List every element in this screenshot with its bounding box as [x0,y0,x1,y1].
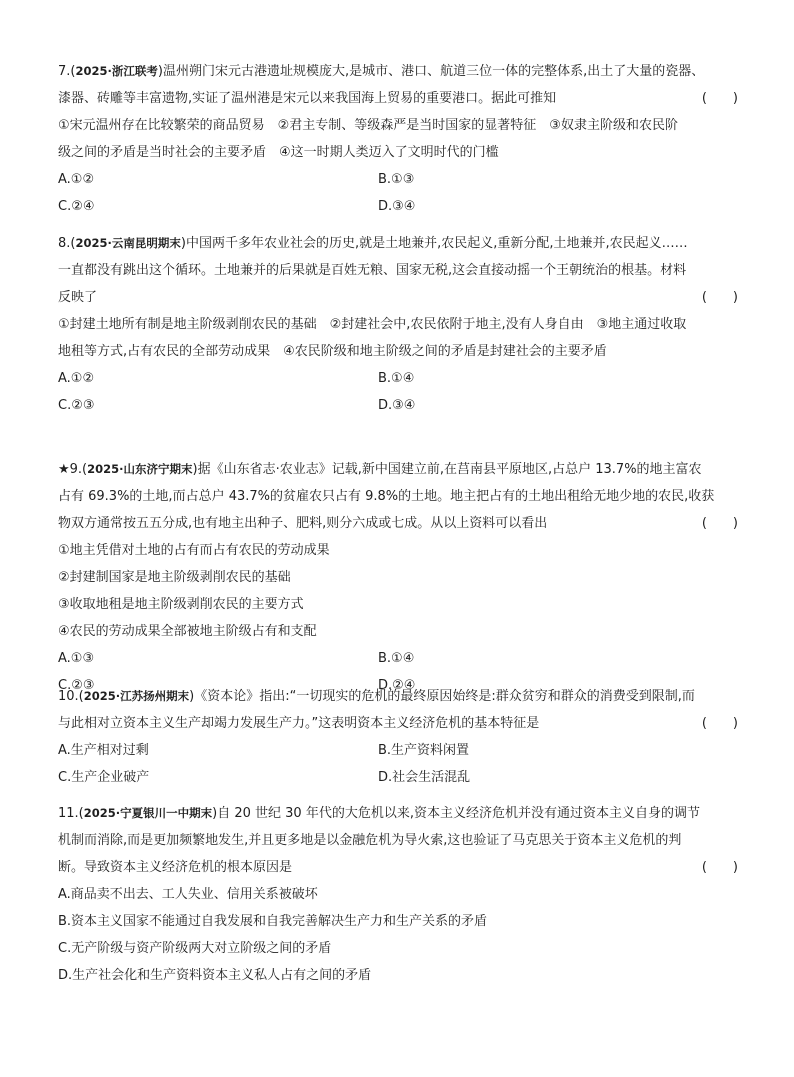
question-source: 2025·云南昆明期末 [75,236,181,250]
question-stem-line: 反映了 ( ) [58,284,738,311]
question-source: 2025·浙江联考 [75,64,158,78]
question-stem-line: 与此相对立资本主义生产却竭力发展生产力。”这表明资本主义经济危机的基本特征是 ( ) [58,710,738,737]
options-row [58,365,738,392]
option-a[interactable]: A.①② [58,371,95,386]
statement-line: ③收取地租是地主阶级剥削农民的主要方式 [58,597,304,612]
answer-blank[interactable]: ( ) [701,716,738,731]
option-b[interactable]: B.①④ [378,651,415,666]
question-number: ★9.( [58,462,88,477]
question-source: 2025·山东济宁期末 [87,462,193,476]
question-number: 11.( [58,806,84,821]
question-stem: 中国两千多年农业社会的历史,就是土地兼并,农民起义,重新分配,土地兼并,农民起义…… [185,236,688,251]
statement-line: 级之间的矛盾是当时社会的主要矛盾 ④这一时期人类迈入了文明时代的门槛 [58,145,499,160]
statement-line: ②封建制国家是地主阶级剥削农民的基础 [58,570,291,585]
question-number: 10.( [58,689,84,704]
question-8 [58,230,738,419]
options-row [58,737,738,764]
question-source: 2025·宁夏银川一中期末 [83,806,213,820]
question-stem-line: 8.(2025·云南昆明期末)中国两千多年农业社会的历史,就是土地兼并,农民起义,重新分配,土地兼并,农民起义…… [58,236,688,251]
question-stem-line: 10.(2025·江苏扬州期末)《资本论》指出:“一切现实的危机的最终原因始终是:群众贫穷和群众的消费受到限制,而 [58,689,695,704]
answer-blank[interactable]: ( ) [701,290,738,305]
answer-blank[interactable]: ( ) [701,91,738,106]
statement-line: 地租等方式,占有农民的全部劳动成果 ④农民阶级和地主阶级之间的矛盾是封建社会的主要矛盾 [58,344,607,359]
option-c[interactable]: C.无产阶级与资产阶级两大对立阶级之间的矛盾 [58,941,332,956]
question-stem: 自 20 世纪 30 年代的大危机以来,资本主义经济危机并没有通过资本主义自身的调节 [217,806,700,821]
option-a[interactable]: A.①② [58,172,95,187]
question-source: 2025·江苏扬州期末 [83,689,190,703]
answer-blank[interactable]: ( ) [701,516,738,531]
question-stem-line: 11.(2025·宁夏银川一中期末)自 20 世纪 30 年代的大危机以来,资本主义经济危机并没有通过资本主义自身的调节 [58,806,700,821]
option-b[interactable]: B.资本主义国家不能通过自我发展和自我完善解决生产力和生产关系的矛盾 [58,914,488,929]
statement-line: ①封建土地所有制是地主阶级剥削农民的基础 ②封建社会中,农民依附于地主,没有人身自由 ③地主通过收取 [58,317,687,332]
option-b[interactable]: B.①④ [378,371,415,386]
option-c[interactable]: C.②③ [58,678,95,693]
option-a[interactable]: A.①③ [58,651,95,666]
question-number: 7.( [58,64,76,79]
question-stem-line: ★9.(2025·山东济宁期末)据《山东省志·农业志》记载,新中国建立前,在莒南县平原地区,占总户 13.7%的地主富农 [58,462,702,477]
statement-line: ①宋元温州存在比较繁荣的商品贸易 ②君主专制、等级森严是当时国家的显著特征 ③奴隶主阶级和农民阶 [58,118,678,133]
question-stem-line: 一直都没有跳出这个循环。土地兼并的后果就是百姓无粮、国家无税,这会直接动摇一个王朝统治的根基。材料 [58,263,687,278]
options-row [58,645,738,672]
options-row [58,166,738,193]
question-stem: 温州朔门宋元古港遗址规模庞大,是城市、港口、航道三位一体的完整体系,出土了大量的瓷器、 [162,64,705,79]
option-b[interactable]: B.①③ [378,172,415,187]
question-11 [58,800,738,989]
question-stem-line: 断。导致资本主义经济危机的根本原因是 ( ) [58,854,738,881]
question-7 [58,58,738,220]
option-a[interactable]: A.商品卖不出去、工人失业、信用关系被破坏 [58,887,318,902]
statement-line: ①地主凭借对土地的占有而占有农民的劳动成果 [58,543,330,558]
question-stem: 据《山东省志·农业志》记载,新中国建立前,在莒南县平原地区,占总户 13.7%的地主富农 [197,462,702,477]
option-c[interactable]: C.生产企业破产 [58,770,150,785]
answer-blank[interactable]: ( ) [701,860,738,875]
question-stem: 《资本论》指出:“一切现实的危机的最终原因始终是:群众贫穷和群众的消费受到限制,而 [194,689,695,704]
option-d[interactable]: D.社会生活混乱 [378,770,471,785]
options-row [58,193,738,220]
option-c[interactable]: C.②④ [58,199,95,214]
question-9 [58,456,738,699]
question-stem-line: 物双方通常按五五分成,也有地主出种子、肥料,则分六成或七成。从以上资料可以看出 ( ) [58,510,738,537]
option-d[interactable]: D.生产社会化和生产资料资本主义私人占有之间的矛盾 [58,968,372,983]
option-d[interactable]: D.③④ [378,398,416,413]
option-d[interactable]: D.②④ [378,678,416,693]
question-stem-line: 7.(2025·浙江联考)温州朔门宋元古港遗址规模庞大,是城市、港口、航道三位一体的完整体系,出土了大量的瓷器、 [58,64,705,79]
statement-line: ④农民的劳动成果全部被地主阶级占有和支配 [58,624,317,639]
option-b[interactable]: B.生产资料闲置 [378,743,470,758]
question-stem-line: 漆器、砖雕等丰富遗物,实证了温州港是宋元以来我国海上贸易的重要港口。据此可推知 ( ) [58,85,738,112]
option-a[interactable]: A.生产相对过剩 [58,743,149,758]
question-stem-line: 占有 69.3%的土地,而占总户 43.7%的贫雇农只占有 9.8%的土地。地主把占有的土地出租给无地少地的农民,收获 [58,489,715,504]
question-number: 8.( [58,236,76,251]
option-c[interactable]: C.②③ [58,398,95,413]
question-10 [58,683,738,791]
option-d[interactable]: D.③④ [378,199,416,214]
question-stem-line: 机制而消除,而是更加频繁地发生,并且更多地是以金融危机为导火索,这也验证了马克思关于资本主义危机的判 [58,833,682,848]
options-row [58,764,738,791]
options-row [58,392,738,419]
